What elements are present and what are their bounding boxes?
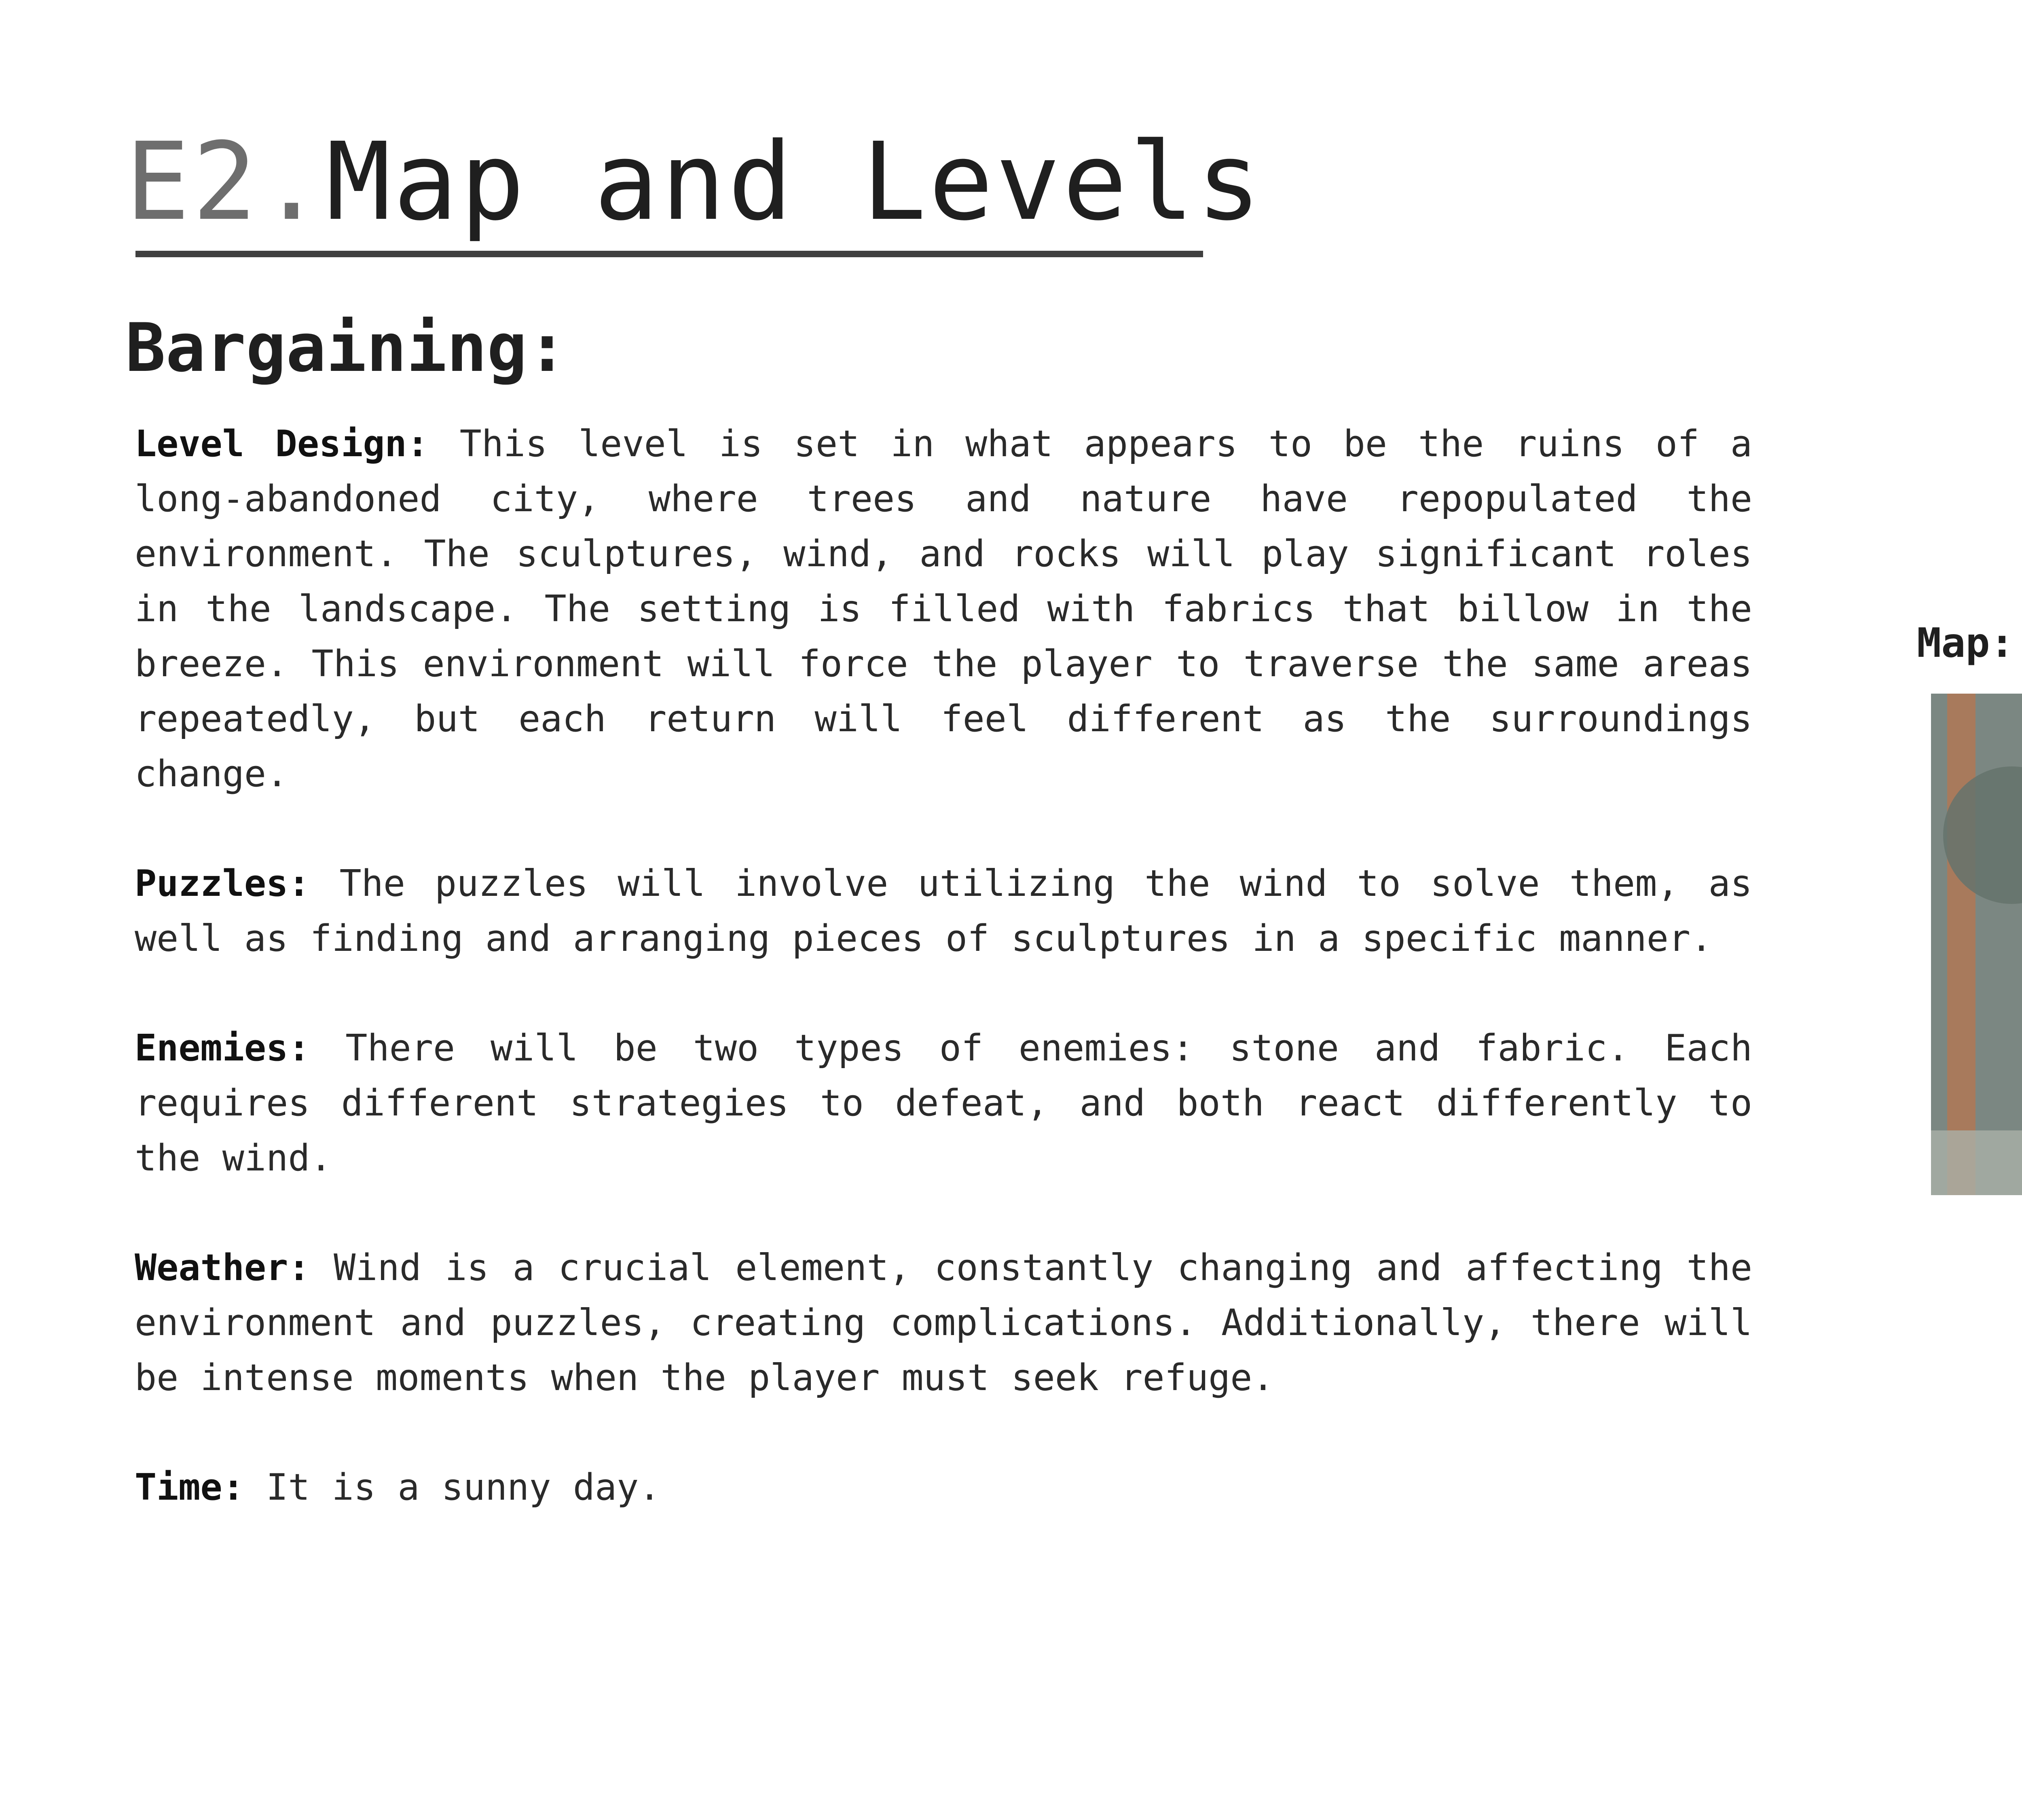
- paragraph-label: Level Design:: [135, 423, 429, 465]
- paragraph-text: This level is set in what appears to be the ruins of a long-abandoned city, where trees and nature have repopulated the environment. The sculptures, wind, and rocks will play significant roles in the landscape. The setting is filled with fabrics that billow in the breeze. This environment will force the player to traverse the same areas repeatedly, but each return will feel different as the surroundings change.: [135, 423, 1752, 795]
- paragraph-text: The puzzles will involve utilizing the wind to solve them, as well as finding and arranging pieces of sculptures in a specific manner.: [135, 862, 1752, 960]
- paragraph-time: [135, 1460, 1752, 1515]
- paragraph-weather: [135, 1240, 1752, 1405]
- forest-ruins-illustration: [1931, 694, 2022, 1195]
- paragraph-puzzles: [135, 856, 1752, 966]
- map-image: [1931, 694, 2022, 1195]
- body-text: [135, 417, 1752, 1570]
- paragraph-label: Puzzles:: [135, 862, 310, 905]
- paragraph-label: Weather:: [135, 1246, 310, 1289]
- title-underline: [135, 251, 1203, 257]
- paragraph-label: Time:: [135, 1466, 244, 1509]
- paragraph-label: Enemies:: [135, 1027, 310, 1069]
- map-label: Map:: [1917, 619, 2014, 667]
- paragraph-text: It is a sunny day.: [244, 1466, 661, 1509]
- paragraph-level-design: [135, 417, 1752, 802]
- page-title: [125, 121, 1263, 243]
- section-title: Bargaining:: [125, 309, 567, 387]
- paragraph-text: There will be two types of enemies: stone and fabric. Each requires different strategies to defeat, and both react differently to the wind.: [135, 1027, 1752, 1179]
- paragraph-enemies: [135, 1021, 1752, 1186]
- page-header: [125, 121, 1263, 243]
- paragraph-text: Wind is a crucial element, constantly changing and affecting the environment and puzzles, creating complications. Additionally, there will be intense moments when the player must seek refuge.: [135, 1246, 1752, 1399]
- title-text: Map and Levels: [326, 120, 1264, 244]
- title-number: E2.: [125, 120, 326, 244]
